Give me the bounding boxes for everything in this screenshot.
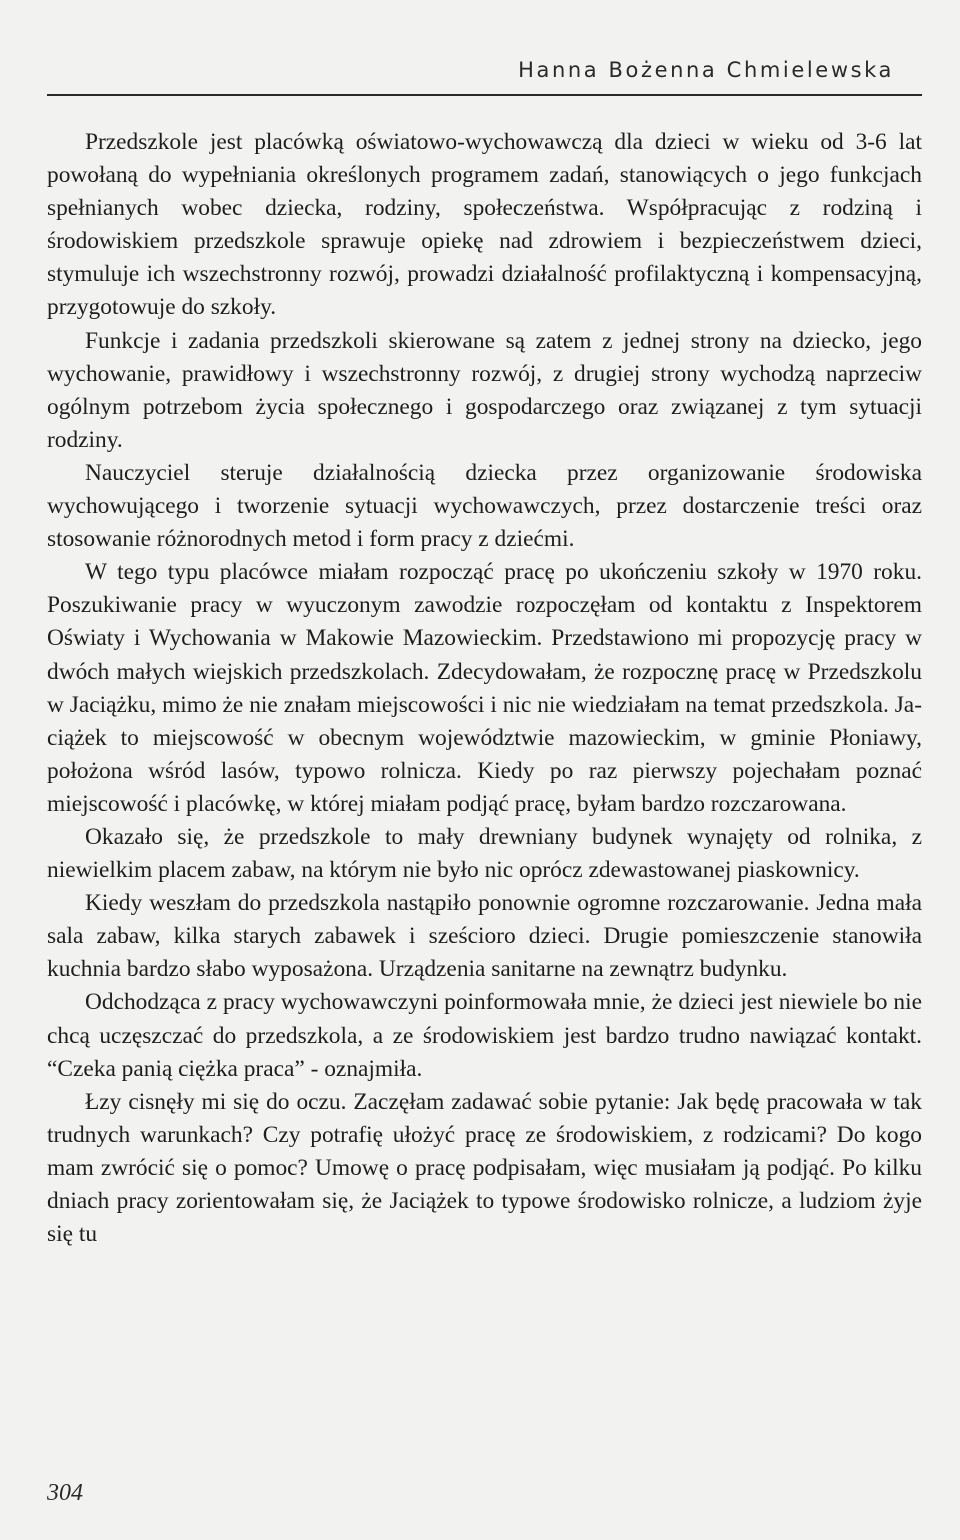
paragraph: Przedszkole jest placówką oświatowo-wychowawczą dla dzieci w wieku od 3-6 lat powołaną do wypełniania określonych programem zadań, stanowiących o jego funkcjach spełnianych wobec dziecka, rodziny, społeczeństwa. Współpracując z rodziną i środowiskiem przedszkole sprawuje opiekę nad zdrowiem i bezpieczeństwem dzieci, stymuluje ich wszechstronny rozwój, prowadzi działalność profilaktyczną i kompensacyjną, przygotowuje do szkoły. bbox=[47, 129, 922, 321]
paragraph: W tego typu placówce miałam rozpocząć pracę po ukończeniu szkoły w 1970 roku. Poszukiwanie pracy w wyuczonym zawodzie rozpoczęłam od kontaktu z Inspektorem Oświaty i Wychowania w Makowie Mazowieckim. Przedstawiono mi propozycję pracy w dwóch małych wiejskich przedszkolach. Zdecydowałam, że rozpocznę pracę w Przedszkolu w Jaciążku, mimo że nie znałam miejscowości i nic nie wiedziałam na temat przedszkola. Jaciążek to miejscowość w obecnym województwie mazowieckim, w gminie Płoniawy, położona wśród lasów, typowo rolnicza. Kiedy po raz pierwszy pojechałam poznać miejscowość i placówkę, w której miałam podjąć pracę, byłam bardzo rozczarowana. bbox=[47, 559, 922, 817]
paragraph: Nauczyciel steruje działalnością dziecka przez organizowanie środowiska wychowującego i tworzenie sytuacji wychowawczych, przez dostarczenie treści oraz stosowanie różnorodnych metod i form pracy z dziećmi. bbox=[47, 459, 922, 553]
body-text bbox=[47, 126, 922, 1251]
paragraph: Odchodząca z pracy wychowawczyni poinformowała mnie, że dzieci jest niewiele bo nie chcą uczęszczać do przedszkola, a ze środowiskiem jest bardzo trudno nawiązać kontakt. “Czeka panią ciężka praca” - oznajmiła. bbox=[47, 989, 922, 1082]
paragraph: Łzy cisnęły mi się do oczu. Zaczęłam zadawać sobie pytanie: Jak będę pracowała w tak trudnych warunkach? Czy potrafię ułożyć pracę ze środowiskiem, z rodzicami? Do kogo mam zwrócić się o pomoc? Umowę o pracę podpisałam, więc musiałam ją podjąć. Po kilku dniach pracy zorientowałam się, że Jaciążek to typowe środowisko rolnicze, a ludziom żyje się tu bbox=[47, 1088, 922, 1248]
page-header bbox=[47, 50, 922, 96]
paragraph: Okazało się, że przedszkole to mały drewniany budynek wynajęty od rolnika, z niewielkim placem zabaw, na którym nie było nic oprócz zdewastowanej piaskownicy. bbox=[47, 823, 922, 884]
page-number: 304 bbox=[47, 1480, 83, 1506]
running-head-author: Hanna Bożenna Chmielewska bbox=[518, 58, 894, 82]
paragraph: Funkcje i zadania przedszkoli skierowane są zatem z jednej strony na dziecko, jego wychowanie, prawidłowy i wszechstronny rozwój, z drugiej strony wychodzą naprzeciw ogólnym potrzebom życia społecznego i gospodarczego oraz związanej z tym sytuacji rodziny. bbox=[47, 327, 922, 453]
paragraph: Kiedy weszłam do przedszkola nastąpiło ponownie ogromne rozczarowanie. Jedna mała sala zabaw, kilka starych zabawek i sześcioro dzieci. Drugie pomieszczenie stanowiła kuchnia bardzo słabo wyposażona. Urządzenia sanitarne na zewnątrz budynku. bbox=[47, 890, 922, 983]
